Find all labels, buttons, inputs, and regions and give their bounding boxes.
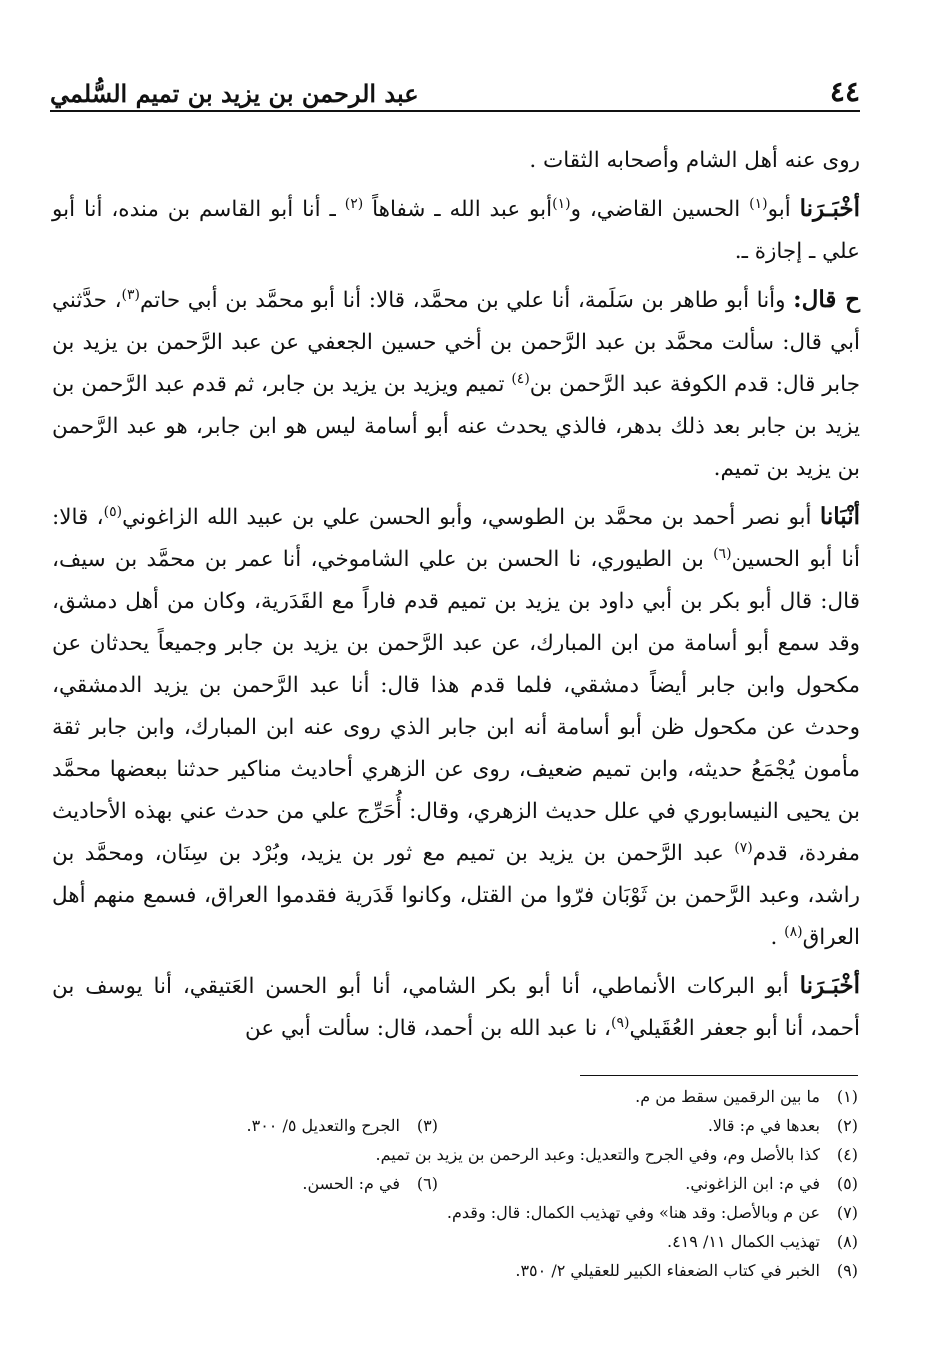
paragraph-4: أنْبَانا أبو نصر أحمد بن محمَّد بن الطوسي، وأبو الحسن علي بن عبيد الله الزاغوني$^{(٥)}$، قالا: أنا أبو الحسين$^{(٦)}$ بن الطيوري، نا الحسن بن علي الشاموخي، أنا عمر بن محمَّد بن سيف، قال: قال أبو بكر بن أبي داود بن يزيد بن تميم قدم فاراً مع القَدَرية، وكان من أهل دمشق، وقد سمع أبو أسامة من ابن المبارك، عن عبد الرَّحمن بن يزيد بن جابر وجميعاً يحدثان عن مكحول وابن جابر أيضاً دمشقي، فلما قدم هذا قال: أنا عبد الرَّحمن بن يزيد الدمشقي، وحدث عن مكحول ظن أبو أسامة أنه ابن جابر الذي روى عنه ابن المبارك، وابن جابر ثقة مأمون يُجْمَعُ حديثه، وابن تميم ضعيف، روى عن الزهري أحاديث مناكير حدثنا ببعضها محمَّد بن يحيى النيسابوري في علل حديث الزهري، وقال: أُحَرِّج علي من حدث عني بهذه الأحاديث مفردة، قدم$^{(٧)}$ عبد الرَّحمن بن يزيد بن تميم مع ثور بن يزيد، وبُرْد بن سِنَان، ومحمَّد بن راشد، وعبد الرَّحمن بن ثَوْبَان فرّوا من القتل، وكانوا قَدَرية فقدموا العراق، فسمع منهم أهل العراق$^{(٨)}$ .: [52, 503, 861, 950]
footnote-ref[interactable]: (٤): [511, 370, 530, 387]
footnote-row: [60, 1169, 858, 1198]
footnote-row: [60, 1256, 858, 1285]
footnote-ref[interactable]: (٢): [344, 195, 364, 212]
footnote-ref[interactable]: (١): [749, 195, 768, 212]
footnotes: [60, 1082, 858, 1285]
footnote-4: (٤)كذا بالأصل وم، وفي الجرح والتعديل: وعبد الرحمن بن يزيد بن تميم.: [375, 1145, 858, 1164]
footnote-7: (٧)عن م وبالأصل: وقد هنا» وفي تهذيب الكمال: قال: وقدم.: [446, 1203, 858, 1222]
footnote-ref[interactable]: (٣): [121, 286, 140, 303]
footnote-ref[interactable]: (٨): [784, 923, 803, 940]
footnote-9: (٩)الخبر في كتاب الضعفاء الكبير للعقيلي ٢/ ٣٥٠.: [515, 1261, 858, 1280]
running-title: عبد الرحمن بن يزيد بن تميم السُّلمي: [50, 79, 419, 108]
paragraph-3: ح قال: وأنا أبو طاهر بن سَلَمة، أنا علي بن محمَّد، قالا: أنا أبو محمَّد بن أبي حاتم$^{(٣)}$، حدَّثني أبي قال: سألت محمَّد بن عبد الرَّحمن بن أخي حسين الجعفي عن عبد الرَّحمن بن يزيد بن جابر قال: قدم الكوفة عبد الرَّحمن بن$^{(٤)}$ تميم ويزيد بن يزيد بن جابر، ثم قدم عبد الرَّحمن بن يزيد بن جابر بعد ذلك بدهر، فالذي يحدث عنه أبو أسامة ليس هو ابن جابر، هو عبد الرَّحمن بن يزيد بن تميم.: [52, 286, 860, 481]
footnote-ref[interactable]: (٦): [713, 545, 732, 562]
footnote-ref[interactable]: (١): [552, 195, 571, 212]
page-header: [50, 70, 860, 108]
main-text: [52, 140, 860, 1056]
footnote-row: [60, 1082, 858, 1111]
keyword-akhbarana: أخْبَـرَنا: [799, 195, 860, 222]
footnote-2: (٢)بعدها في م: قالا.: [707, 1116, 858, 1135]
footnote-row: [60, 1227, 858, 1256]
paragraph-1: روى عنه أهل الشام وأصحابه الثقات .: [529, 148, 860, 173]
footnote-rule: [580, 1075, 858, 1076]
footnote-ref[interactable]: (٥): [103, 503, 123, 520]
footnote-ref[interactable]: (٧): [734, 839, 753, 856]
page-number: ٤٤: [829, 75, 860, 108]
keyword-ha-qala: ح قال:: [793, 286, 860, 313]
footnote-8: (٨)تهذيب الكمال ١١/ ٤١٩.: [666, 1232, 858, 1251]
footnote-6: (٦)في م: الحسن.: [302, 1174, 438, 1193]
footnote-row: [60, 1198, 858, 1227]
footnote-5: (٥)في م: ابن الزاغوني.: [685, 1174, 858, 1193]
keyword-anbana: أنْبَانا: [819, 503, 861, 530]
footnote-1: (١)ما بين الرقمين سقط من م.: [635, 1087, 858, 1106]
footnote-row: [60, 1140, 858, 1169]
footnote-row: [60, 1111, 858, 1140]
paragraph-2: أخْبَـرَنا أبو$^{(١)}$ الحسين القاضي، و$^{(١)}$أبو عبد الله ـ شفاهاً $^{(٢)}$ ـ أنا أبو القاسم بن منده، أنا أبو علي ـ إجازة ـ.: [52, 195, 860, 264]
footnote-ref[interactable]: (٩): [611, 1014, 630, 1031]
paragraph-5: أخْبَـرَنا أبو البركات الأنماطي، أنا أبو بكر الشامي، أنا أبو الحسن العَتيقي، أنا يوسف بن أحمد، أنا أبو جعفر العُقَيلي$^{(٩)}$، نا عبد الله بن أحمد، قال: سألت أبي عن: [52, 972, 860, 1041]
footnote-3: (٣)الجرح والتعديل ٥/ ٣٠٠.: [246, 1116, 438, 1135]
header-rule: [50, 110, 860, 112]
keyword-akhbarana: أخْبَـرَنا: [799, 972, 860, 999]
